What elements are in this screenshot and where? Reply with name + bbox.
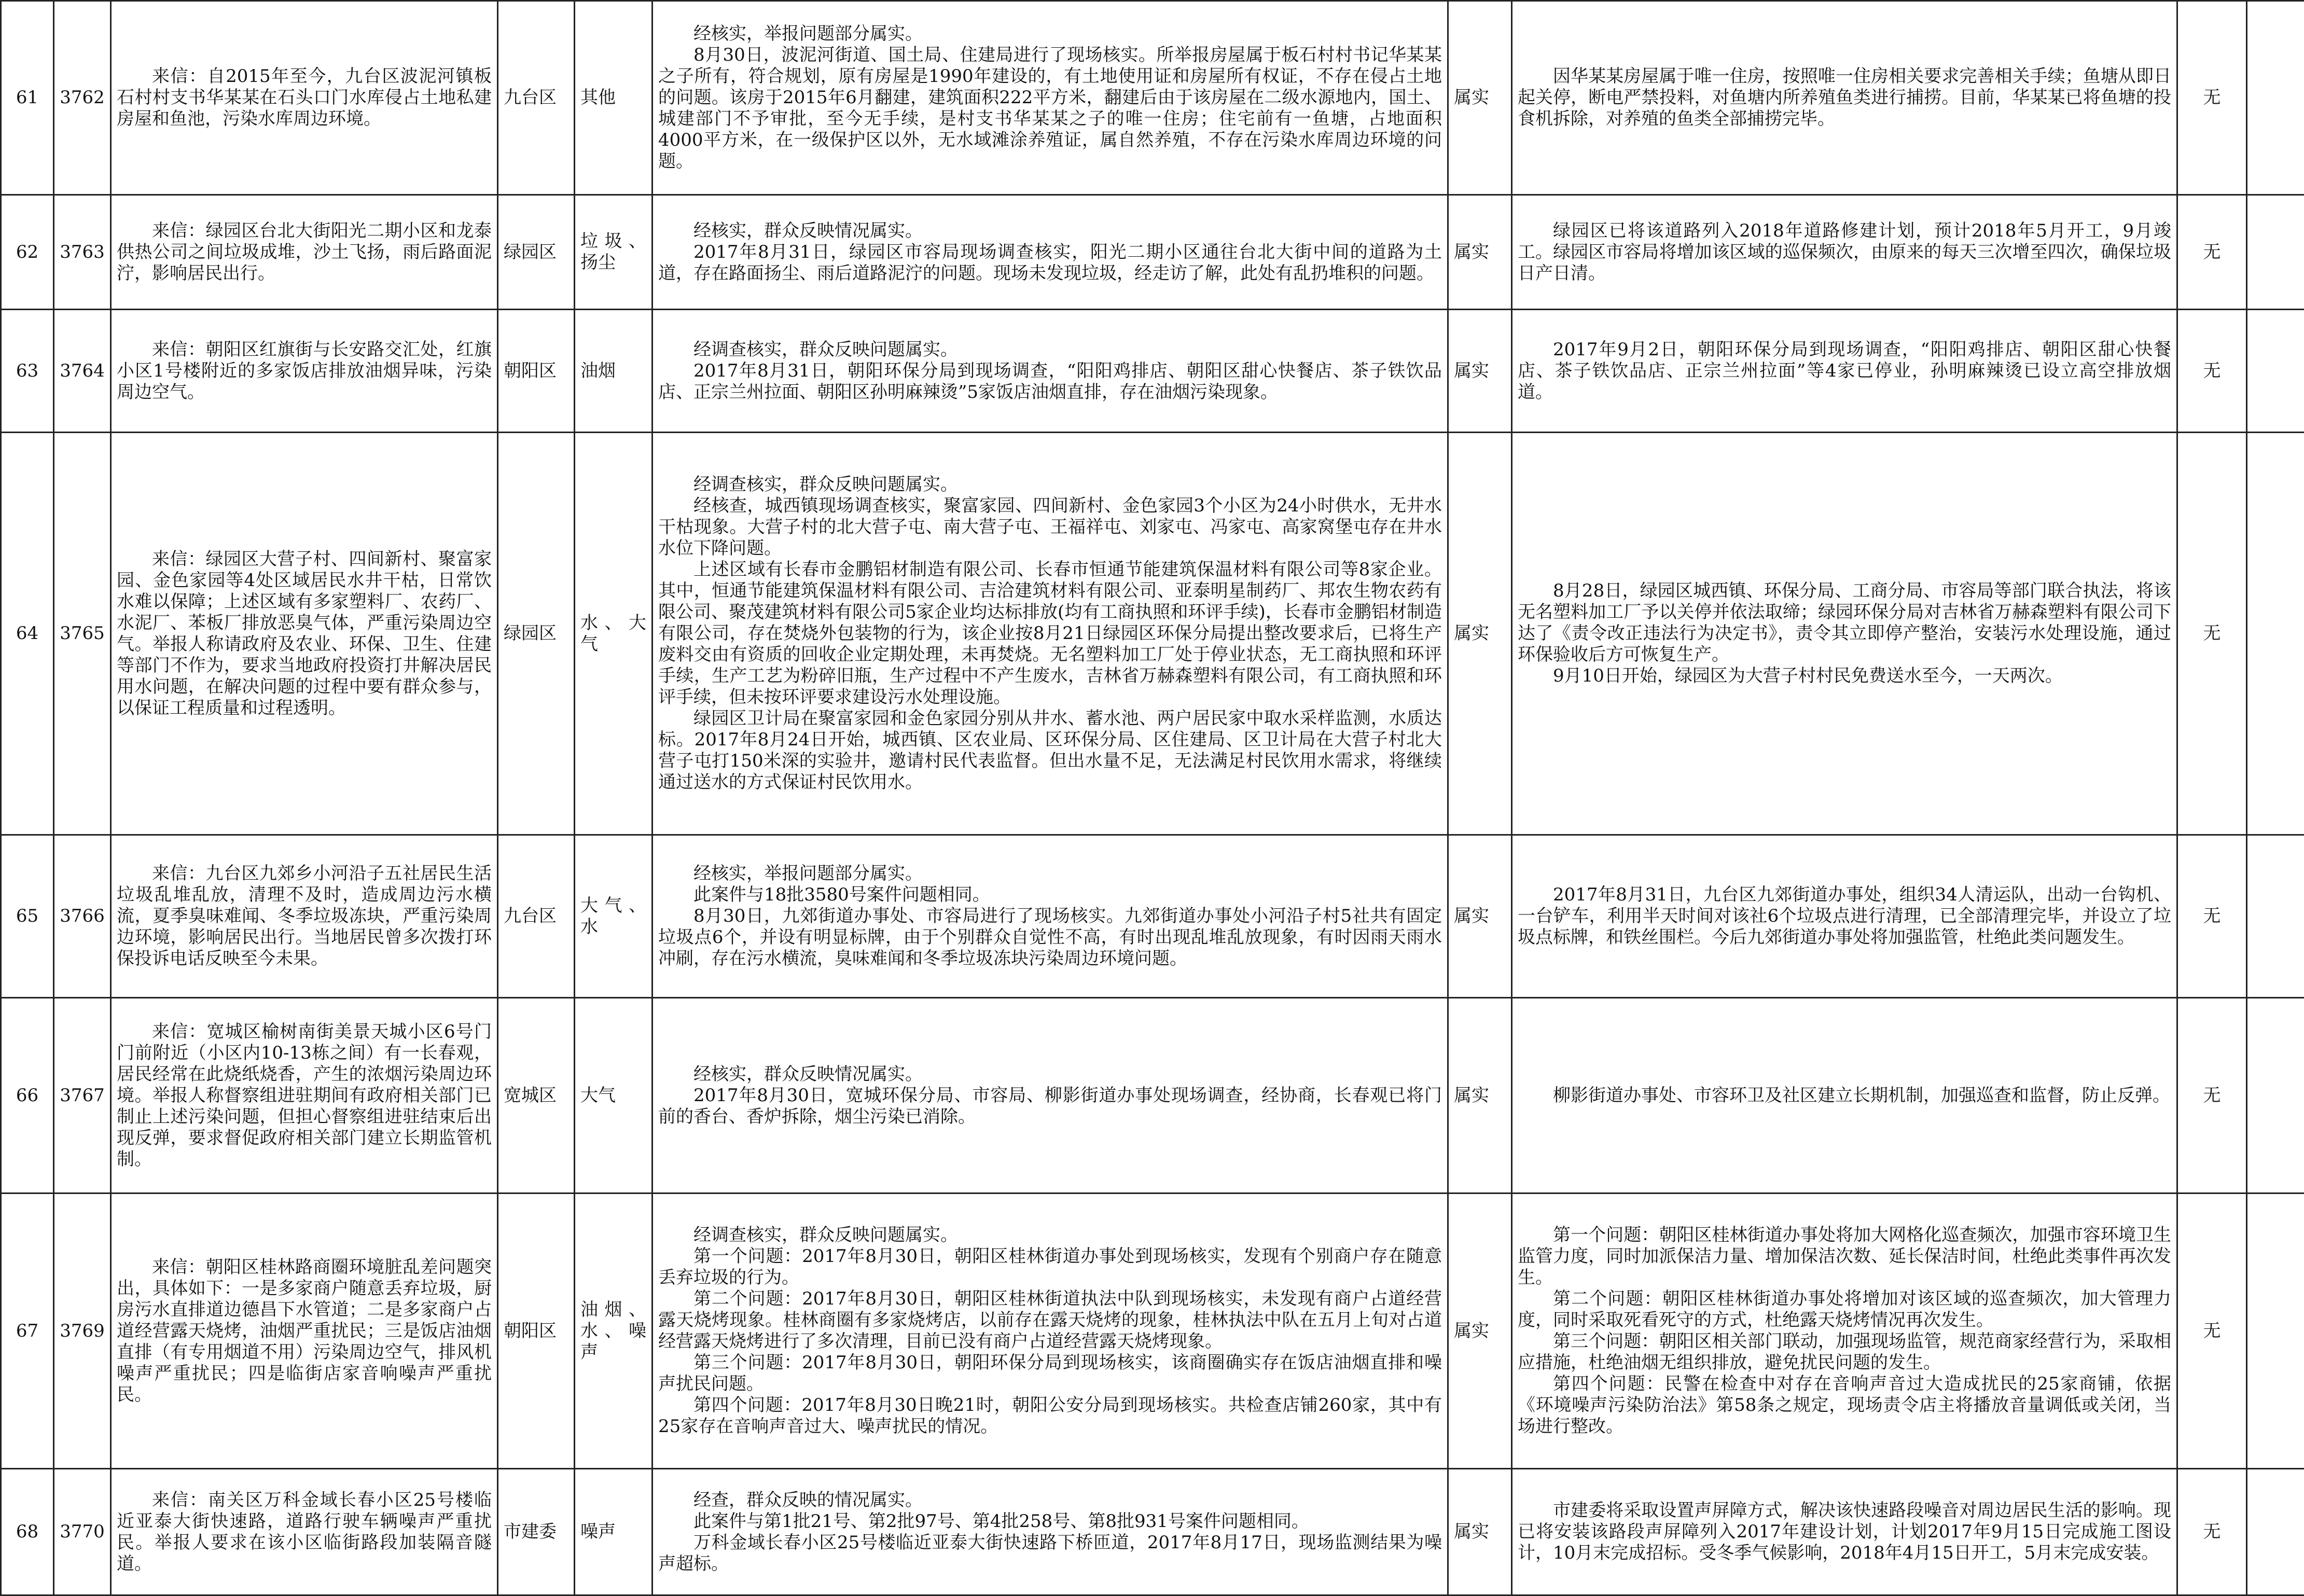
case-number: 3770: [54, 1469, 111, 1595]
district-cell: 九台区: [498, 835, 575, 998]
complaint-cell: [111, 1, 498, 195]
category-cell: 噪声: [575, 1469, 653, 1595]
district-cell: 市建委: [498, 1469, 575, 1595]
investigation-cell-paragraph: 经核实，群众反映情况属实。: [658, 220, 1442, 242]
investigation-cell-paragraph: 经核实，举报问题部分属实。: [658, 23, 1442, 45]
case-number: 3766: [54, 835, 111, 998]
case-number: 3769: [54, 1193, 111, 1469]
complaint-text: 来信：绿园区台北大街阳光二期小区和龙泰供热公司之间垃圾成堆，沙土飞扬，雨后路面泥泞，影响居民出行。: [117, 220, 492, 284]
investigation-cell: [653, 1, 1448, 195]
table-row: [1, 310, 2304, 433]
table-row: [1, 835, 2304, 998]
investigation-cell-paragraph: 2017年8月30日，宽城环保分局、市容局、柳影街道办事处现场调查，经协商，长春观已将门前的香台、香炉拆除，烟尘污染已消除。: [658, 1085, 1442, 1128]
blank-cell: [2247, 433, 2304, 835]
district-cell: 九台区: [498, 1, 575, 195]
handling-cell: [1512, 835, 2177, 998]
verdict-cell: 属实: [1448, 195, 1512, 310]
handling-cell-paragraph: 9月10日开始，绿园区为大营子村村民免费送水至今，一天两次。: [1518, 665, 2171, 687]
handling-cell-paragraph: 绿园区已将该道路列入2018年道路修建计划，预计2018年5月开工，9月竣工。绿园区市容局将增加该区域的巡保频次，由原来的每天三次增至四次，确保垃圾日产日清。: [1518, 220, 2171, 284]
complaint-cell: [111, 433, 498, 835]
handling-cell: [1512, 310, 2177, 433]
complaint-text: 来信：自2015年至今，九台区波泥河镇板石村村支书华某某在石头口门水库侵占土地私建房屋和鱼池，污染水库周边环境。: [117, 66, 492, 130]
complaint-cell: [111, 195, 498, 310]
table-row: [1, 433, 2304, 835]
handling-cell-paragraph: 第一个问题：朝阳区桂林街道办事处将加大网格化巡查频次，加强市容环境卫生监管力度，同时加派保洁力量、增加保洁次数、延长保洁时间，杜绝此类事件再次发生。: [1518, 1225, 2171, 1288]
investigation-cell-paragraph: 8月30日，九郊街道办事处、市容局进行了现场核实。九郊街道办事处小河沿子村5社共有固定垃圾点6个，并设有明显标牌，由于个别群众自觉性不高，有时出现乱堆乱放现象，有时因雨天雨水冲刷，存在污水横流，臭味难闻和冬季垃圾冻块污染周边环境问题。: [658, 906, 1442, 969]
blank-cell: [2247, 310, 2304, 433]
investigation-cell: [653, 998, 1448, 1193]
category-cell: 油烟: [575, 310, 653, 433]
district-cell: 绿园区: [498, 195, 575, 310]
row-number: 66: [1, 998, 54, 1193]
handling-cell-paragraph: 2017年8月31日，九台区九郊街道办事处，组织34人清运队，出动一台钩机、一台铲车，利用半天时间对该社6个垃圾点进行清理，已全部清理完毕，并设立了垃圾点标牌，和铁丝围栏。今后九郊街道办事处将加强监管，杜绝此类问题发生。: [1518, 884, 2171, 948]
table-row: [1, 195, 2304, 310]
table-row: [1, 998, 2304, 1193]
handling-cell-paragraph: 第二个问题：朝阳区桂林街道办事处将增加对该区域的巡查频次，加大管理力度，同时采取死看死守的方式，杜绝露天烧烤情况再次发生。: [1518, 1288, 2171, 1331]
complaint-cell: [111, 1193, 498, 1469]
district-cell: 宽城区: [498, 998, 575, 1193]
investigation-cell-paragraph: 经调查核实，群众反映问题属实。: [658, 339, 1442, 360]
row-number: 68: [1, 1469, 54, 1595]
table-row: [1, 1469, 2304, 1595]
investigation-cell-paragraph: 2017年8月31日，朝阳环保分局到现场调查，“阳阳鸡排店、朝阳区甜心快餐店、茶子铁饮品店、正宗兰州拉面、朝阳区孙明麻辣烫”5家饭店油烟直排，存在油烟污染现象。: [658, 360, 1442, 403]
handling-cell-paragraph: 第四个问题：民警在检查中对存在音响声音过大造成扰民的25家商铺，依据《环境噪声污染防治法》第58条之规定，现场责令店主将播放音量调低或关闭，当场进行整改。: [1518, 1373, 2171, 1437]
row-number: 65: [1, 835, 54, 998]
blank-cell: [2247, 1193, 2304, 1469]
investigation-cell-paragraph: 经查，群众反映的情况属实。: [658, 1490, 1442, 1511]
investigation-cell-paragraph: 第三个问题：2017年8月30日，朝阳环保分局到现场核实，该商圈确实存在饭店油烟直排和噪声扰民问题。: [658, 1352, 1442, 1395]
complaint-text: 来信：朝阳区桂林路商圈环境脏乱差问题突出，具体如下：一是多家商户随意丢弃垃圾，厨房污水直排道边德昌下水管道；二是多家商户占道经营露天烧烤，油烟严重扰民；三是饭店油烟直排（有专用烟道不用）污染周边空气，排风机噪声严重扰民；四是临街店家音响噪声严重扰民。: [117, 1257, 492, 1406]
accountability-cell: 无: [2177, 835, 2247, 998]
district-cell: 朝阳区: [498, 310, 575, 433]
category-cell: 大气、水: [575, 835, 653, 998]
case-number: 3767: [54, 998, 111, 1193]
verdict-cell: 属实: [1448, 998, 1512, 1193]
investigation-cell-paragraph: 经调查核实，群众反映问题属实。: [658, 474, 1442, 495]
accountability-cell: 无: [2177, 433, 2247, 835]
verdict-cell: 属实: [1448, 1, 1512, 195]
blank-cell: [2247, 1, 2304, 195]
complaint-text: 来信：南关区万科金域长春小区25号楼临近亚泰大街快速路，道路行驶车辆噪声严重扰民。举报人要求在该小区临街路段加装隔音隧道。: [117, 1490, 492, 1575]
row-number: 63: [1, 310, 54, 433]
blank-cell: [2247, 195, 2304, 310]
accountability-cell: 无: [2177, 310, 2247, 433]
handling-cell-paragraph: 8月28日，绿园区城西镇、环保分局、工商分局、市容局等部门联合执法，将该无名塑料加工厂予以关停并依法取缔；绿园环保分局对吉林省万赫森塑料有限公司下达了《责令改正违法行为决定书》，责令其立即停产整治，安装污水处理设施，通过环保验收后方可恢复生产。: [1518, 580, 2171, 665]
category-cell: 水、大气: [575, 433, 653, 835]
investigation-cell-paragraph: 绿园区卫计局在聚富家园和金色家园分别从井水、蓄水池、两户居民家中取水采样监测，水质达标。2017年8月24日开始，城西镇、区农业局、区环保分局、区住建局、区卫计局在大营子村北大营子屯打150米深的实验井，邀请村民代表监督。但出水量不足，无法满足村民饮用水需求，将继续通过送水的方式保证村民饮用水。: [658, 708, 1442, 793]
case-number: 3763: [54, 195, 111, 310]
complaint-text: 来信：绿园区大营子村、四间新村、聚富家园、金色家园等4处区域居民水井干枯，日常饮水难以保障；上述区域有多家塑料厂、农药厂、水泥厂、苯板厂排放恶臭气体，严重污染周边空气。举报人称请政府及农业、环保、卫生、住建等部门不作为，要求当地政府投资打井解决居民用水问题，在解决问题的过程中要有群众参与，以保证工程质量和过程透明。: [117, 549, 492, 719]
handling-cell: [1512, 1, 2177, 195]
table-row: [1, 1193, 2304, 1469]
investigation-cell-paragraph: 2017年8月31日，绿园区市容局现场调查核实，阳光二期小区通往台北大街中间的道路为土道，存在路面扬尘、雨后道路泥泞的问题。现场未发现垃圾，经走访了解，此处有乱扔堆积的问题。: [658, 242, 1442, 284]
investigation-cell: [653, 195, 1448, 310]
investigation-cell: [653, 835, 1448, 998]
accountability-cell: 无: [2177, 1193, 2247, 1469]
investigation-cell-paragraph: 经核查，城西镇现场调查核实，聚富家园、四间新村、金色家园3个小区为24小时供水，无井水干枯现象。大营子村的北大营子屯、南大营子屯、王福祥屯、刘家屯、冯家屯、高家窝堡屯存在井水水位下降问题。: [658, 495, 1442, 559]
handling-cell-paragraph: 因华某某房屋属于唯一住房，按照唯一住房相关要求完善相关手续；鱼塘从即日起关停，断电严禁投料，对鱼塘内所养殖鱼类进行捕捞。目前，华某某已将鱼塘的投食机拆除，对养殖的鱼类全部捕捞完毕。: [1518, 66, 2171, 130]
blank-cell: [2247, 998, 2304, 1193]
handling-cell: [1512, 433, 2177, 835]
investigation-cell-paragraph: 经核实，举报问题部分属实。: [658, 863, 1442, 884]
accountability-cell: 无: [2177, 195, 2247, 310]
handling-cell-paragraph: 市建委将采取设置声屏障方式，解决该快速路段噪音对周边居民生活的影响。现已将安装该路段声屏障列入2017年建设计划，计划2017年9月15日完成施工图设计，10月末完成招标。受冬季气候影响，2018年4月15日开工，5月末完成安装。: [1518, 1500, 2171, 1564]
verdict-cell: 属实: [1448, 433, 1512, 835]
blank-cell: [2247, 835, 2304, 998]
verdict-cell: 属实: [1448, 1193, 1512, 1469]
investigation-cell: [653, 1193, 1448, 1469]
handling-cell-paragraph: 2017年9月2日，朝阳环保分局到现场调查，“阳阳鸡排店、朝阳区甜心快餐店、茶子铁饮品店、正宗兰州拉面”等4家已停业，孙明麻辣烫已设立高空排放烟道。: [1518, 339, 2171, 403]
district-cell: 绿园区: [498, 433, 575, 835]
case-number: 3765: [54, 433, 111, 835]
category-cell: 其他: [575, 1, 653, 195]
category-cell: 垃圾、扬尘: [575, 195, 653, 310]
accountability-cell: 无: [2177, 1469, 2247, 1595]
category-cell: 大气: [575, 998, 653, 1193]
blank-cell: [2247, 1469, 2304, 1595]
investigation-cell-paragraph: 第二个问题：2017年8月30日，朝阳区桂林街道执法中队到现场核实，未发现有商户占道经营露天烧烤现象。桂林商圈有多家烧烤店，以前存在露天烧烤的现象，桂林执法中队在五月上旬对占道经营露天烧烤进行了多次清理，目前已没有商户占道经营露天烧烤现象。: [658, 1288, 1442, 1352]
complaint-cell: [111, 998, 498, 1193]
investigation-cell-paragraph: 此案件与第1批21号、第2批97号、第4批258号、第8批931号案件问题相同。: [658, 1511, 1442, 1532]
investigation-cell-paragraph: 此案件与18批3580号案件问题相同。: [658, 884, 1442, 906]
investigation-cell: [653, 1469, 1448, 1595]
row-number: 67: [1, 1193, 54, 1469]
complaint-text: 来信：朝阳区红旗街与长安路交汇处，红旗小区1号楼附近的多家饭店排放油烟异味，污染周边空气。: [117, 339, 492, 403]
verdict-cell: 属实: [1448, 310, 1512, 433]
investigation-cell-paragraph: 经调查核实，群众反映问题属实。: [658, 1225, 1442, 1246]
handling-cell: [1512, 1469, 2177, 1595]
complaint-cell: [111, 1469, 498, 1595]
accountability-cell: 无: [2177, 1, 2247, 195]
investigation-cell-paragraph: 第一个问题：2017年8月30日，朝阳区桂林街道办事处到现场核实，发现有个别商户存在随意丢弃垃圾的行为。: [658, 1246, 1442, 1288]
verdict-cell: 属实: [1448, 1469, 1512, 1595]
accountability-cell: 无: [2177, 998, 2247, 1193]
investigation-cell-paragraph: 第四个问题：2017年8月30日晚21时，朝阳公安分局到现场核实。共检查店铺260家，其中有25家存在音响声音过大、噪声扰民的情况。: [658, 1395, 1442, 1437]
handling-cell: [1512, 998, 2177, 1193]
handling-cell-paragraph: 第三个问题：朝阳区相关部门联动，加强现场监管，规范商家经营行为，采取相应措施，杜绝油烟无组织排放，避免扰民问题的发生。: [1518, 1331, 2171, 1373]
row-number: 61: [1, 1, 54, 195]
complaint-cell: [111, 835, 498, 998]
handling-cell: [1512, 195, 2177, 310]
complaint-text: 来信：九台区九郊乡小河沿子五社居民生活垃圾乱堆乱放，清理不及时，造成周边污水横流，夏季臭味难闻、冬季垃圾冻块，严重污染周边环境，影响居民出行。当地居民曾多次拨打环保投诉电话反映至今未果。: [117, 863, 492, 969]
handling-cell-paragraph: 柳影街道办事处、市容环卫及社区建立长期机制，加强巡查和监督，防止反弹。: [1518, 1085, 2171, 1106]
handling-cell: [1512, 1193, 2177, 1469]
row-number: 64: [1, 433, 54, 835]
case-number: 3764: [54, 310, 111, 433]
complaint-text: 来信：宽城区榆树南街美景天城小区6号门门前附近（小区内10-13栋之间）有一长春观，居民经常在此烧纸烧香，产生的浓烟污染周边环境。举报人称督察组进驻期间有政府相关部门已制止上述污染问题，但担心督察组进驻结束后出现反弹，要求督促政府相关部门建立长期监管机制。: [117, 1021, 492, 1170]
row-number: 62: [1, 195, 54, 310]
investigation-cell-paragraph: 万科金域长春小区25号楼临近亚泰大街快速路下桥匝道，2017年8月17日，现场监测结果为噪声超标。: [658, 1532, 1442, 1575]
investigation-cell: [653, 433, 1448, 835]
investigation-cell: [653, 310, 1448, 433]
investigation-cell-paragraph: 8月30日，波泥河街道、国土局、住建局进行了现场核实。所举报房屋属于板石村村书记华某某之子所有，符合规划，原有房屋是1990年建设的，有土地使用证和房屋所有权证，不存在侵占土地的问题。该房于2015年6月翻建，建筑面积222平方米，翻建后由于该房屋在二级水源地内，国土、城建部门不予审批，至今无手续，是村支书华某某之子的唯一住房；住宅前有一鱼塘，占地面积4000平方米，在一级保护区以外，无水域滩涂养殖证，属自然养殖，不存在污染水库周边环境的问题。: [658, 45, 1442, 172]
verdict-cell: 属实: [1448, 835, 1512, 998]
district-cell: 朝阳区: [498, 1193, 575, 1469]
complaint-cell: [111, 310, 498, 433]
table-row: [1, 1, 2304, 195]
investigation-cell-paragraph: 上述区域有长春市金鹏铝材制造有限公司、长春市恒通节能建筑保温材料有限公司等8家企业。其中，恒通节能建筑保温材料有限公司、吉洽建筑材料有限公司、亚泰明星制药厂、邦农生物农药有限公司、聚茂建筑材料有限公司5家企业均达标排放(均有工商执照和环评手续)，长春市金鹏铝材制造有限公司，存在焚烧外包装物的行为，该企业按8月21日绿园区环保分局提出整改要求后，已将生产废料交由有资质的回收企业定期处理，未再焚烧。无名塑料加工厂处于停业状态，无工商执照和环评手续，生产工艺为粉碎旧瓶，生产过程中不产生废水，吉林省万赫森塑料有限公司，有工商执照和环评手续，但未按环评要求建设污水处理设施。: [658, 559, 1442, 708]
investigation-cell-paragraph: 经核实，群众反映情况属实。: [658, 1064, 1442, 1085]
category-cell: 油烟、水、噪声: [575, 1193, 653, 1469]
case-number: 3762: [54, 1, 111, 195]
